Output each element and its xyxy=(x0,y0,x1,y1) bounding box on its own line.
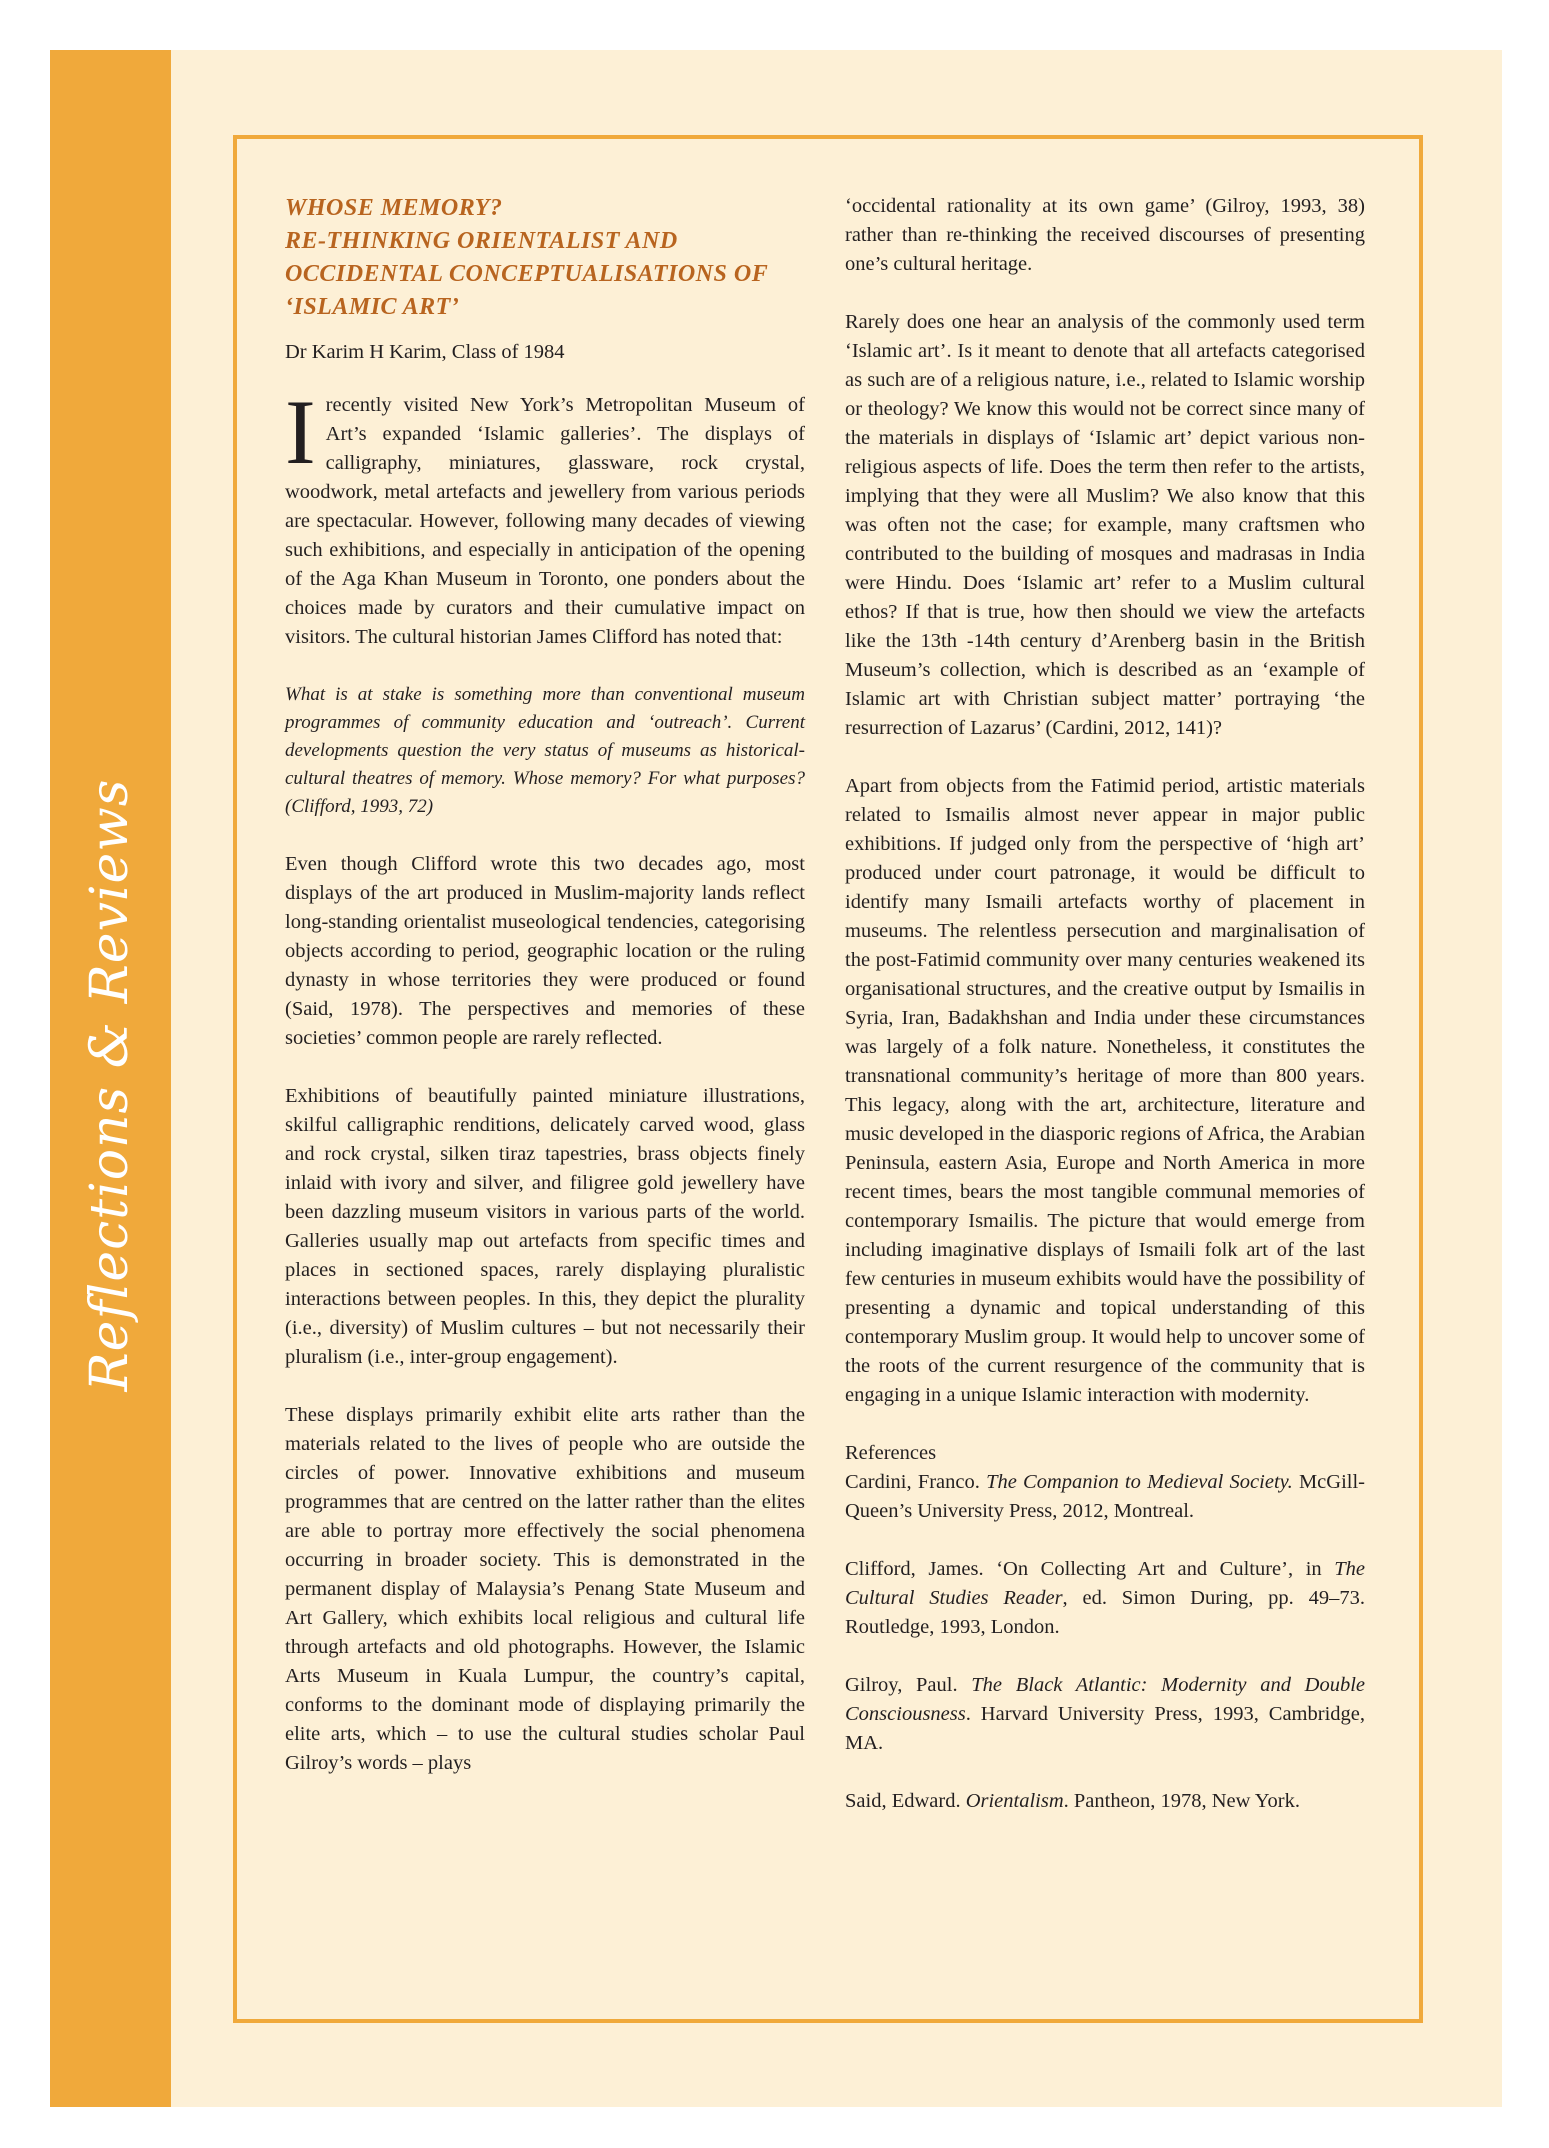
article-column-left xyxy=(285,192,805,1807)
body-paragraph: ‘occidental rationality at its own game’ (Gilroy, 1993, 38) rather than re-thinking the received discourses of presenting one’s cultural heritage. xyxy=(845,195,1365,275)
reference-item: Gilroy, Paul. The Black Atlantic: Modernity and Double Consciousness. Harvard University Press, 1993, Cambridge, MA. xyxy=(845,1674,1365,1754)
body-paragraph: Apart from objects from the Fatimid period, artistic materials related to Ismailis almost never appear in major public exhibitions. If judged only from the perspective of ‘high art’ produced under court patronage, it would be difficult to identify many Ismaili artefacts worthy of placement in museums. The relentless persecution and marginalisation of the post-Fatimid community over many centuries weakened its organisational structures, and the creative output by Ismailis in Syria, Iran, Badakhshan and India under these circumstances was largely of a folk nature. Nonetheless, it constitutes the transnational community’s heritage of more than 800 years. This legacy, along with the art, architecture, literature and music developed in the diasporic regions of Africa, the Arabian Peninsula, eastern Asia, Europe and North America in more recent times, bears the most tangible communal memories of contemporary Ismailis. The picture that would emerge from including imaginative displays of Ismaili folk art of the last few centuries in museum exhibits would have the possibility of presenting a dynamic and topical understanding of this contemporary Muslim group. It would help to uncover some of the roots of the current resurgence of the community that is engaging in a unique Islamic interaction with modernity. xyxy=(845,775,1365,1406)
sidebar-section-title: Reflections & Reviews xyxy=(80,778,140,1392)
title-line: ‘ISLAMIC ART’ xyxy=(285,294,460,320)
article-author: Dr Karim H Karim, Class of 1984 xyxy=(285,341,565,363)
title-line: OCCIDENTAL CONCEPTUALISATIONS OF xyxy=(285,261,769,287)
title-line: WHOSE MEMORY? xyxy=(285,195,503,221)
reference-item: Cardini, Franco. The Companion to Medieval Society. McGill-Queen’s University Press, 2012, Montreal. xyxy=(845,1471,1366,1522)
intro-paragraph xyxy=(285,381,805,652)
body-paragraph: Rarely does one hear an analysis of the commonly used term ‘Islamic art’. Is it meant to denote that all artefacts categorised as such are of a religious nature, i.e., related to Islamic worship or theology? We know this would not be correct since many of the materials in displays of ‘Islamic art’ depict various non-religious aspects of life. Does the term then refer to the artists, implying that they were all Muslim? We also know that this was often not the case; for example, many craftsmen who contributed to the building of mosques and madrasas in India were Hindu. Does ‘Islamic art’ refer to a Muslim cultural ethos? If that is true, how then should we view the artefacts like the 13th -14th century d’Arenberg basin in the British Museum’s collection, which is described as an ‘example of Islamic art with Christian subject matter’ portraying ‘the resurrection of Lazarus’ (Cardini, 2012, 141)? xyxy=(845,311,1365,739)
body-paragraph: Exhibitions of beautifully painted miniature illustrations, skilful calligraphic renditions, delicately carved wood, glass and rock crystal, silken tiraz tapestries, brass objects finely inlaid with ivory and silver, and filigree gold jewellery have been dazzling museum visitors in various parts of the world. Galleries usually map out artefacts from specific times and places in sectioned spaces, rarely displaying pluralistic interactions between peoples. In this, they depict the plurality (i.e., diversity) of Muslim cultures – but not necessarily their pluralism (i.e., inter-group engagement). xyxy=(285,1085,805,1368)
reference-item: Said, Edward. Orientalism. Pantheon, 1978, New York. xyxy=(845,1790,1300,1812)
body-paragraph: These displays primarily exhibit elite arts rather than the materials related to the lives of people who are outside the circles of power. Innovative exhibitions and museum programmes that are centred on the latter rather than the elites are able to portray more effectively the social phenomena occurring in broader society. This is demonstrated in the permanent display of Malaysia’s Penang State Museum and Art Gallery, which exhibits local religious and cultural life through artefacts and old photographs. However, the Islamic Arts Museum in Kuala Lumpur, the country’s capital, conforms to the dominant mode of displaying primarily the elite arts, which – to use the cultural studies scholar Paul Gilroy’s words – plays xyxy=(285,1404,805,1774)
reference-item: Clifford, James. ‘On Collecting Art and Culture’, in The Cultural Studies Reader, ed. Simon During, pp. 49–73. Routledge, 1993, London. xyxy=(845,1558,1365,1638)
intro-text: recently visited New York’s Metropolitan Museum of Art’s expanded ‘Islamic galleries’. The displays of calligraphy, miniatures, glassware, rock crystal, woodwork, metal artefacts and jewellery from various periods are spectacular. However, following many decades of viewing such exhibitions, and especially in anticipation of the opening of the Aga Khan Museum in Toronto, one ponders about the choices made by curators and their cumulative impact on visitors. The cultural historian James Clifford has noted that: xyxy=(285,394,805,648)
title-line: RE-THINKING ORIENTALIST AND xyxy=(285,228,678,254)
block-quote: What is at stake is something more than conventional museum programmes of community education and ‘outreach’. Current developments question the very status of museums as historical-cultural theatres of memory. Whose memory? For what purposes? (Clifford, 1993, 72) xyxy=(285,684,805,817)
references-heading: References xyxy=(845,1442,937,1464)
drop-cap: I xyxy=(285,381,316,483)
article-column-right xyxy=(845,192,1365,1845)
body-paragraph: Even though Clifford wrote this two decades ago, most displays of the art produced in Muslim-majority lands reflect long-standing orientalist museological tendencies, categorising objects according to period, geographic location or the ruling dynasty in whose territories they were produced or found (Said, 1978). The perspectives and memories of these societies’ common people are rarely reflected. xyxy=(285,853,805,1049)
article-title xyxy=(285,192,805,324)
